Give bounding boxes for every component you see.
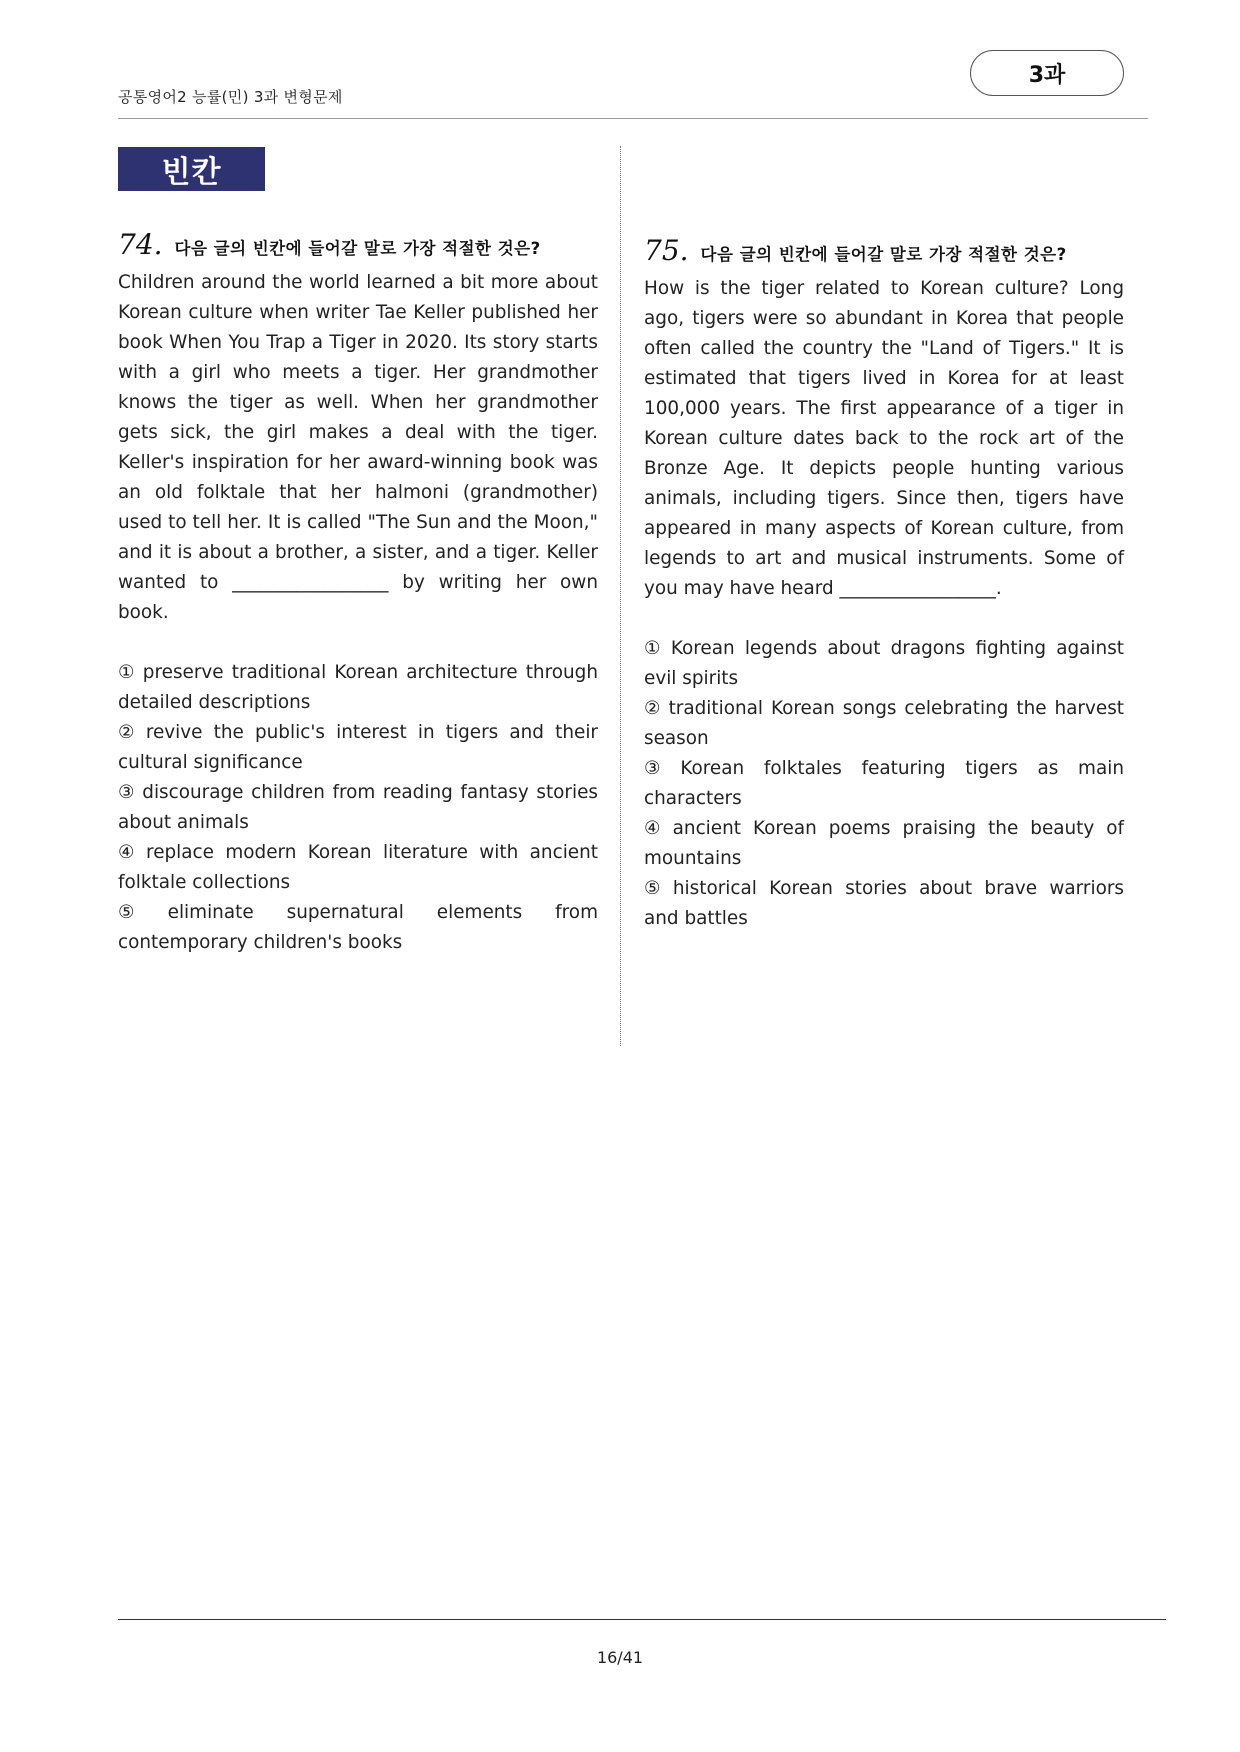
column-divider: [620, 146, 621, 1046]
answer-option-4[interactable]: [118, 838, 598, 898]
footer-divider: [118, 1619, 1166, 1620]
answer-option-3[interactable]: [118, 778, 598, 838]
option-text: preserve traditional Korean architecture through detailed descriptions: [118, 662, 598, 713]
option-text: revive the public's interest in tigers and their cultural significance: [118, 722, 598, 773]
option-marker: ①: [644, 638, 665, 659]
option-text: historical Korean stories about brave warriors and battles: [644, 878, 1124, 929]
answer-option-2[interactable]: [644, 694, 1124, 754]
question-passage: Children around the world learned a bit more about Korean culture when writer Tae Keller published her book When You Trap a Tiger in 2020. Its story starts with a girl who meets a tiger. Her grandmother knows the tiger as well. When her grandmother gets sick, the girl makes a deal with the tiger. Keller's inspiration for her award-winning book was an old folktale that her halmoni (grandmother) used to tell her. It is called "The Sun and the Moon," and it is about a brother, a sister, and a tiger. Keller wanted to _________________ by writing her own book.: [118, 272, 598, 623]
answer-option-3[interactable]: [644, 754, 1124, 814]
option-text: replace modern Korean literature with ancient folktale collections: [118, 842, 598, 893]
option-marker: ①: [118, 662, 137, 683]
option-marker: ②: [644, 698, 663, 719]
option-text: ancient Korean poems praising the beauty of mountains: [644, 818, 1124, 869]
answer-option-1[interactable]: [644, 634, 1124, 694]
answer-option-5[interactable]: [118, 898, 598, 958]
option-marker: ⑤: [644, 878, 667, 899]
question-prompt: 다음 글의 빈칸에 들어갈 말로 가장 적절한 것은?: [174, 239, 541, 258]
option-text: eliminate supernatural elements from contemporary children's books: [118, 902, 598, 953]
question-number: 74.: [118, 228, 163, 261]
option-marker: ⑤: [118, 902, 162, 923]
option-marker: ③: [644, 758, 675, 779]
question-75: [644, 234, 1124, 934]
page-header-title: 공통영어2 능률(민) 3과 변형문제: [118, 88, 343, 106]
option-marker: ②: [118, 722, 140, 743]
question-passage: How is the tiger related to Korean culture? Long ago, tigers were so abundant in Korea that people often called the country the "Land of Tigers." It is estimated that tigers lived in Korea for at least 100,000 years. The first appearance of a tiger in Korean culture dates back to the rock art of the Bronze Age. It depicts people hunting various animals, including tigers. Since then, tigers have appeared in many aspects of Korean culture, from legends to art and musical instruments. Some of you may have heard _________________.: [644, 278, 1124, 599]
answer-option-5[interactable]: [644, 874, 1124, 934]
question-header: [644, 234, 1124, 274]
option-text: traditional Korean songs celebrating the harvest season: [644, 698, 1124, 749]
answer-option-1[interactable]: [118, 658, 598, 718]
option-marker: ④: [644, 818, 667, 839]
option-text: discourage children from reading fantasy stories about animals: [118, 782, 598, 833]
section-label: 빈칸: [118, 147, 265, 191]
header-divider: [118, 118, 1148, 119]
question-prompt: 다음 글의 빈칸에 들어갈 말로 가장 적절한 것은?: [700, 245, 1067, 264]
option-text: Korean folktales featuring tigers as main characters: [644, 758, 1124, 809]
option-marker: ④: [118, 842, 141, 863]
page-number: 16/41: [596, 1648, 644, 1667]
question-74: [118, 228, 598, 958]
answer-options: [118, 658, 598, 958]
option-marker: ③: [118, 782, 137, 803]
answer-option-2[interactable]: [118, 718, 598, 778]
question-number: 75.: [644, 234, 689, 267]
option-text: Korean legends about dragons fighting against evil spirits: [644, 638, 1124, 689]
answer-options: [644, 634, 1124, 934]
answer-option-4[interactable]: [644, 814, 1124, 874]
question-header: [118, 228, 598, 268]
lesson-badge: 3과: [970, 50, 1124, 96]
